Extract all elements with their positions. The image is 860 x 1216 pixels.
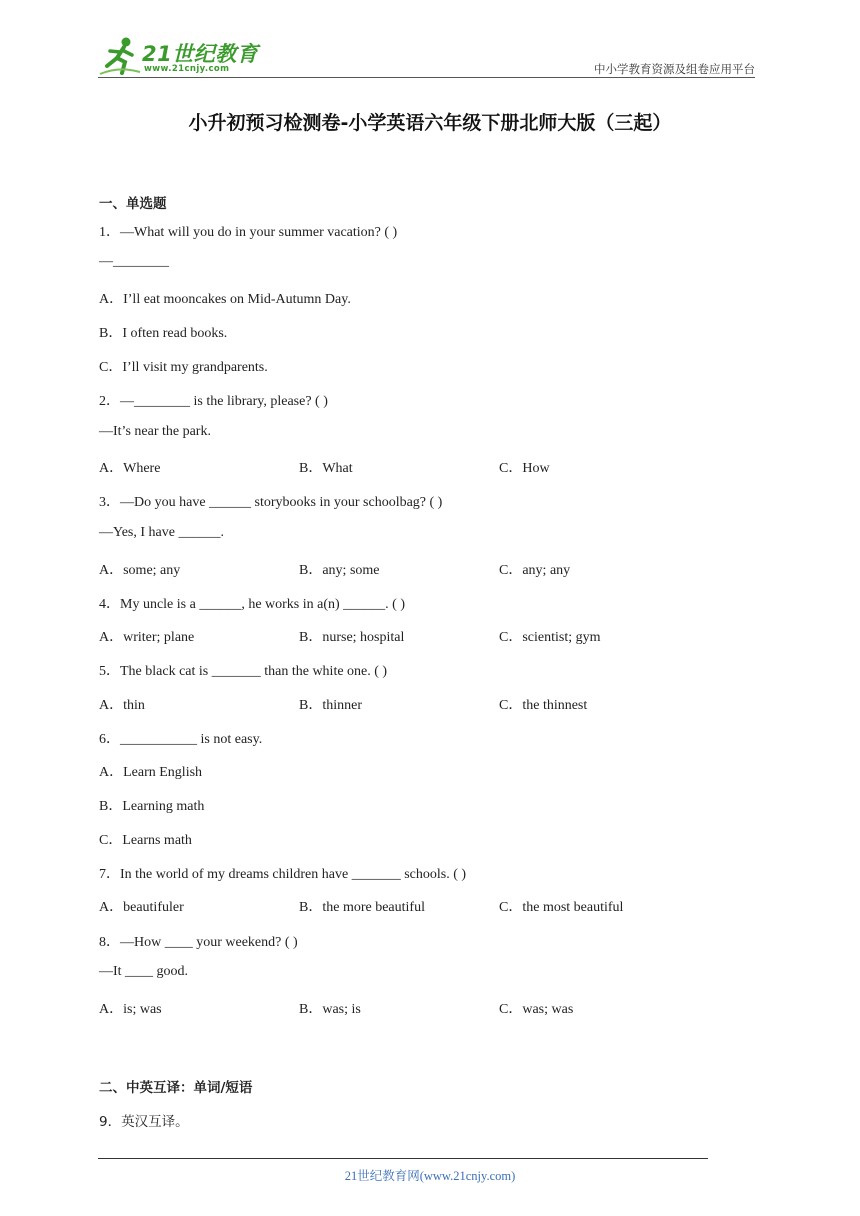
question-7-option-c[interactable]: C．the most beautiful <box>499 900 624 915</box>
logo-url: www.21cnjy.com <box>144 64 230 74</box>
question-8-option-c[interactable]: C．was; was <box>499 1002 574 1017</box>
question-8-option-a[interactable]: A．is; was <box>99 1002 162 1017</box>
section-heading-1: 一、单选题 <box>99 196 167 212</box>
question-3-reply: —Yes, I have ______. <box>99 525 224 540</box>
question-6-option-c[interactable]: C．Learns math <box>99 833 192 848</box>
question-3-option-b[interactable]: B．any; some <box>299 563 380 578</box>
header-divider <box>98 77 755 78</box>
question-5-stem: 5．The black cat is _______ than the white one. ( ) <box>99 664 388 679</box>
question-4-stem: 4．My uncle is a ______, he works in a(n) ______. ( ) <box>99 597 406 612</box>
question-2-option-c[interactable]: C．How <box>499 461 550 476</box>
question-1-reply: —________ <box>99 254 169 269</box>
question-3-option-c[interactable]: C．any; any <box>499 563 571 578</box>
question-5-option-c[interactable]: C．the thinnest <box>499 698 588 713</box>
question-5-option-a[interactable]: A．thin <box>99 698 145 713</box>
question-8-reply: —It ____ good. <box>99 964 189 979</box>
question-1-stem: 1．—What will you do in your summer vacation? ( ) <box>99 225 398 240</box>
question-6-option-a[interactable]: A．Learn English <box>99 765 203 780</box>
question-4-option-b[interactable]: B．nurse; hospital <box>299 630 405 645</box>
question-7-option-a[interactable]: A．beautifuler <box>99 900 184 915</box>
question-2-option-b[interactable]: B．What <box>299 461 353 476</box>
question-7-stem: 7．In the world of my dreams children have _______ schools. ( ) <box>99 867 467 882</box>
question-3-stem: 3．—Do you have ______ storybooks in your schoolbag? ( ) <box>99 495 443 510</box>
question-7-option-b[interactable]: B．the more beautiful <box>299 900 425 915</box>
footer-link[interactable]: 21世纪教育网(www.21cnjy.com) <box>344 1169 516 1183</box>
site-logo <box>98 30 268 80</box>
question-5-option-b[interactable]: B．thinner <box>299 698 362 713</box>
question-1-option-a[interactable]: A．I’ll eat mooncakes on Mid-Autumn Day. <box>99 292 351 307</box>
header-platform-text: 中小学教育资源及组卷应用平台 <box>594 62 755 76</box>
question-8-stem: 8．—How ____ your weekend? ( ) <box>99 935 298 950</box>
question-1-option-c[interactable]: C．I’ll visit my grandparents. <box>99 360 268 375</box>
question-8-option-b[interactable]: B．was; is <box>299 1002 361 1017</box>
question-9-stem: 9．英汉互译。 <box>99 1114 189 1130</box>
question-4-option-c[interactable]: C．scientist; gym <box>499 630 601 645</box>
question-3-option-a[interactable]: A．some; any <box>99 563 181 578</box>
question-2-reply: —It’s near the park. <box>99 424 211 439</box>
question-2-stem: 2．—________ is the library, please? ( ) <box>99 394 328 409</box>
section-heading-2: 二、中英互译：单词/短语 <box>99 1080 253 1096</box>
question-2-option-a[interactable]: A．Where <box>99 461 161 476</box>
logo-text: 21世纪教育 <box>142 42 259 66</box>
page-header <box>98 30 755 80</box>
question-6-stem: 6．___________ is not easy. <box>99 732 263 747</box>
runner-logo-icon <box>98 36 142 76</box>
page-title: 小升初预习检测卷-小学英语六年级下册北师大版（三起） <box>188 112 672 134</box>
footer-divider <box>98 1158 708 1159</box>
question-6-option-b[interactable]: B．Learning math <box>99 799 205 814</box>
question-1-option-b[interactable]: B．I often read books. <box>99 326 228 341</box>
question-4-option-a[interactable]: A．writer; plane <box>99 630 195 645</box>
